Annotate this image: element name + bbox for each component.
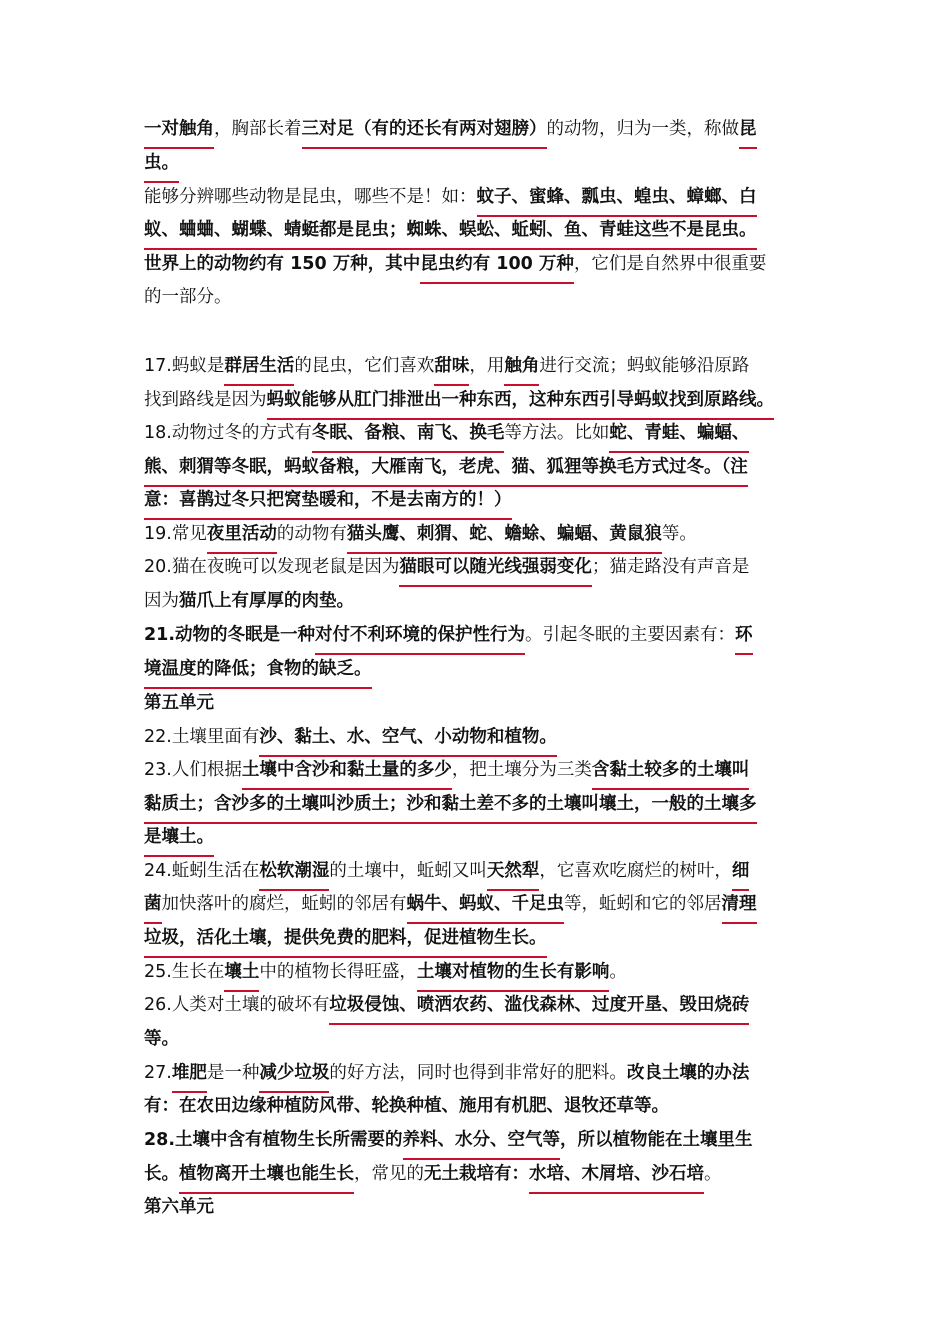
underlined-text: 对付不利环境的保护性行为 <box>315 618 525 655</box>
text-run: 加快落叶的腐烂，蚯蚓的邻居有 <box>161 894 407 914</box>
underlined-text: 蜘蛛、蜈蚣、蚯蚓、鱼、青蛙这些不是昆虫。 <box>407 213 757 250</box>
underlined-text: 熊、刺猬等冬眠，蚂蚁备粮，大雁南飞，老虎、猫、狐狸等换毛方式过冬。（注 <box>144 450 748 487</box>
bold-text: 世界上的动物约有 150 万种，其中 <box>144 254 421 274</box>
underlined-text: 堆肥 <box>172 1056 207 1093</box>
bold-text: 长。 <box>144 1164 179 1184</box>
underlined-text: 植物离开土壤也能生长 <box>179 1157 354 1194</box>
text-run: 。引起冬眠的主要因素有： <box>525 625 736 645</box>
text-run: 等方法。比如 <box>504 423 610 443</box>
text-line <box>144 887 757 921</box>
text-run: 的昆虫，它们喜欢 <box>294 356 435 376</box>
text-run: ，它喜欢吃腐烂的树叶， <box>539 861 732 881</box>
text-run: 。 <box>609 962 627 982</box>
text-line <box>144 753 749 787</box>
text-run: 22.土壤里面有 <box>144 727 260 747</box>
underlined-text: 猫眼可以随光线强弱变化 <box>399 550 592 587</box>
underlined-text: 昆虫约有 100 万种 <box>420 247 574 284</box>
text-line <box>144 517 697 551</box>
text-run: 27. <box>144 1063 172 1083</box>
underlined-text: 蚁、蛐蛐、蝴蝶、蜻蜓都是昆虫； <box>144 213 407 250</box>
underlined-text: 猫头鹰、刺猬、蛇、蟾蜍、蝙蝠、黄鼠狼 <box>347 517 662 554</box>
text-line <box>144 180 757 214</box>
text-line <box>144 1089 669 1123</box>
text-run: ，用 <box>469 356 505 376</box>
underlined-text: 甜味 <box>434 349 469 386</box>
text-run: 23.人们根据 <box>144 760 242 780</box>
underlined-text: 垃圾，活化土壤，提供免费的肥料，促进植物生长。 <box>144 921 547 958</box>
text-line <box>144 1056 749 1090</box>
text-line <box>144 854 749 888</box>
text-line <box>144 280 232 314</box>
text-run: 是一种 <box>206 1063 260 1083</box>
text-run: 的土壤中，蚯蚓又叫 <box>329 861 487 881</box>
text-line <box>144 988 749 1022</box>
text-run: 24.蚯蚓生活在 <box>144 861 260 881</box>
underlined-text: 冬眠、备粮、南飞、换毛 <box>312 416 505 453</box>
text-line <box>144 1190 214 1224</box>
underlined-text: 意：喜鹊过冬只把窝垫暖和，不是去南方的！） <box>144 483 512 520</box>
underlined-text: 菌 <box>144 887 162 924</box>
underlined-text: 水培、木屑培、沙石培 <box>529 1157 704 1194</box>
text-line <box>144 652 372 686</box>
text-line <box>144 247 766 281</box>
text-run: 的动物有 <box>276 524 347 544</box>
bold-text: 21.动物的冬眠是一种 <box>144 625 316 645</box>
text-line <box>144 112 757 146</box>
underlined-text: 沙、黏土、水、空气、小动物和植物。 <box>259 720 557 757</box>
underlined-text: 境温度的降低；食物的缺乏。 <box>144 652 372 689</box>
bold-text: 猫爪上有厚厚的肉垫。 <box>179 591 354 611</box>
underlined-text: 三对足（有的还长有两对翅膀） <box>302 112 547 149</box>
text-line <box>144 955 627 989</box>
underlined-text: 环 <box>735 618 753 655</box>
underlined-text: 黏质土；含沙多的土壤叫沙质土；沙和黏土差不多的土壤叫壤土，一般的土壤多 <box>144 787 757 824</box>
underlined-text: 蚂蚁能够从肛门排泄出一种东西，这种东西引导蚂蚁找到原路线。 <box>267 383 775 420</box>
bold-text: 有：在农田边缘种植防风带、轮换种植、施用有机肥、退牧还草等。 <box>144 1096 669 1116</box>
underlined-text: 蛇、青蛙、蝙蝠、 <box>609 416 749 453</box>
text-line <box>144 146 179 180</box>
bold-text: 第五单元 <box>144 693 214 713</box>
underlined-text: 土壤对植物的生长有影响 <box>417 955 610 992</box>
text-run: ，常见的 <box>354 1164 424 1184</box>
underlined-text: 土壤中含沙和黏土量的多少 <box>242 753 452 790</box>
text-run: 。 <box>704 1164 722 1184</box>
text-run: 25.生长在 <box>144 962 225 982</box>
text-run: 中的植物长得旺盛， <box>259 962 417 982</box>
underlined-text: 蚊子、蜜蜂、瓢虫、蝗虫、蟑螂、白 <box>477 180 757 217</box>
text-run: ，它们是自然界中很重要 <box>573 254 767 274</box>
text-run: ；猫走路没有声音是 <box>591 557 750 577</box>
underlined-text: 养料、水分、空气等 <box>403 1123 561 1160</box>
text-line <box>144 349 749 383</box>
text-run: ，胸部长着 <box>214 119 302 139</box>
underlined-text: 夜里活动 <box>207 517 277 554</box>
underlined-text: 虫。 <box>144 146 179 183</box>
underlined-text: 含黏土较多的土壤叫 <box>592 753 750 790</box>
bold-text: ，所以植物能在土壤里生 <box>560 1130 753 1150</box>
text-line <box>144 213 757 247</box>
text-run: 26.人类对土壤的破坏有 <box>144 995 330 1015</box>
text-run: 能够分辨哪些动物是昆虫，哪些不是！如： <box>144 187 477 207</box>
text-run: 等。 <box>661 524 697 544</box>
underlined-text: 群居生活 <box>224 349 294 386</box>
text-run: 等，蚯蚓和它的邻居 <box>564 894 722 914</box>
text-line <box>144 1022 179 1056</box>
text-run: 20.猫在夜晚可以发现老鼠是因为 <box>144 557 400 577</box>
underlined-text: 垃圾侵蚀、喷洒农药、滥伐森林、过度开垦、毁田烧砖 <box>329 988 749 1025</box>
underlined-text: 昆 <box>739 112 757 149</box>
text-run: ，把土壤分为三类 <box>451 760 592 780</box>
text-run: 进行交流；蚂蚁能够沿原路 <box>539 356 750 376</box>
text-line <box>144 416 749 450</box>
bold-text: 改良土壤的办法 <box>626 1063 750 1083</box>
underlined-text: 清理 <box>722 887 757 924</box>
text-run: 的一部分。 <box>144 287 232 307</box>
text-run: 18.动物过冬的方式有 <box>144 423 312 443</box>
text-run: 的好方法，同时也得到非常好的肥料。 <box>329 1063 627 1083</box>
underlined-text: 减少垃圾 <box>259 1056 329 1093</box>
text-run: 因为 <box>144 591 179 611</box>
underlined-text: 蜗牛、蚂蚁、千足虫 <box>407 887 565 924</box>
text-line <box>144 921 547 955</box>
text-line <box>144 820 214 854</box>
text-run: 找到路线是因为 <box>144 390 267 410</box>
text-run: 的动物，归为一类，称做 <box>546 119 739 139</box>
text-line <box>144 1123 753 1157</box>
text-line <box>144 584 354 618</box>
text-line <box>144 720 557 754</box>
underlined-text: 松软潮湿 <box>259 854 329 891</box>
underlined-text: 是壤土。 <box>144 820 214 857</box>
bold-text: 28.土壤中含有植物生长所需要的 <box>144 1130 403 1150</box>
text-line <box>144 483 512 517</box>
bold-text: 无土栽培有： <box>424 1164 529 1184</box>
underlined-text: 细 <box>732 854 750 891</box>
text-run: 17.蚂蚁是 <box>144 356 225 376</box>
text-line <box>144 450 748 484</box>
underlined-text: 一对触角 <box>144 112 214 149</box>
text-line <box>144 550 749 584</box>
text-run: 19.常见 <box>144 524 207 544</box>
text-line <box>144 787 757 821</box>
text-line <box>144 383 774 417</box>
text-line <box>144 618 753 652</box>
text-line <box>144 686 214 720</box>
bold-text: 第六单元 <box>144 1197 214 1217</box>
underlined-text: 天然犁 <box>487 854 540 891</box>
underlined-text: 触角 <box>504 349 539 386</box>
underlined-text: 壤土 <box>224 955 259 992</box>
bold-text: 等。 <box>144 1029 179 1049</box>
text-line <box>144 1157 722 1191</box>
